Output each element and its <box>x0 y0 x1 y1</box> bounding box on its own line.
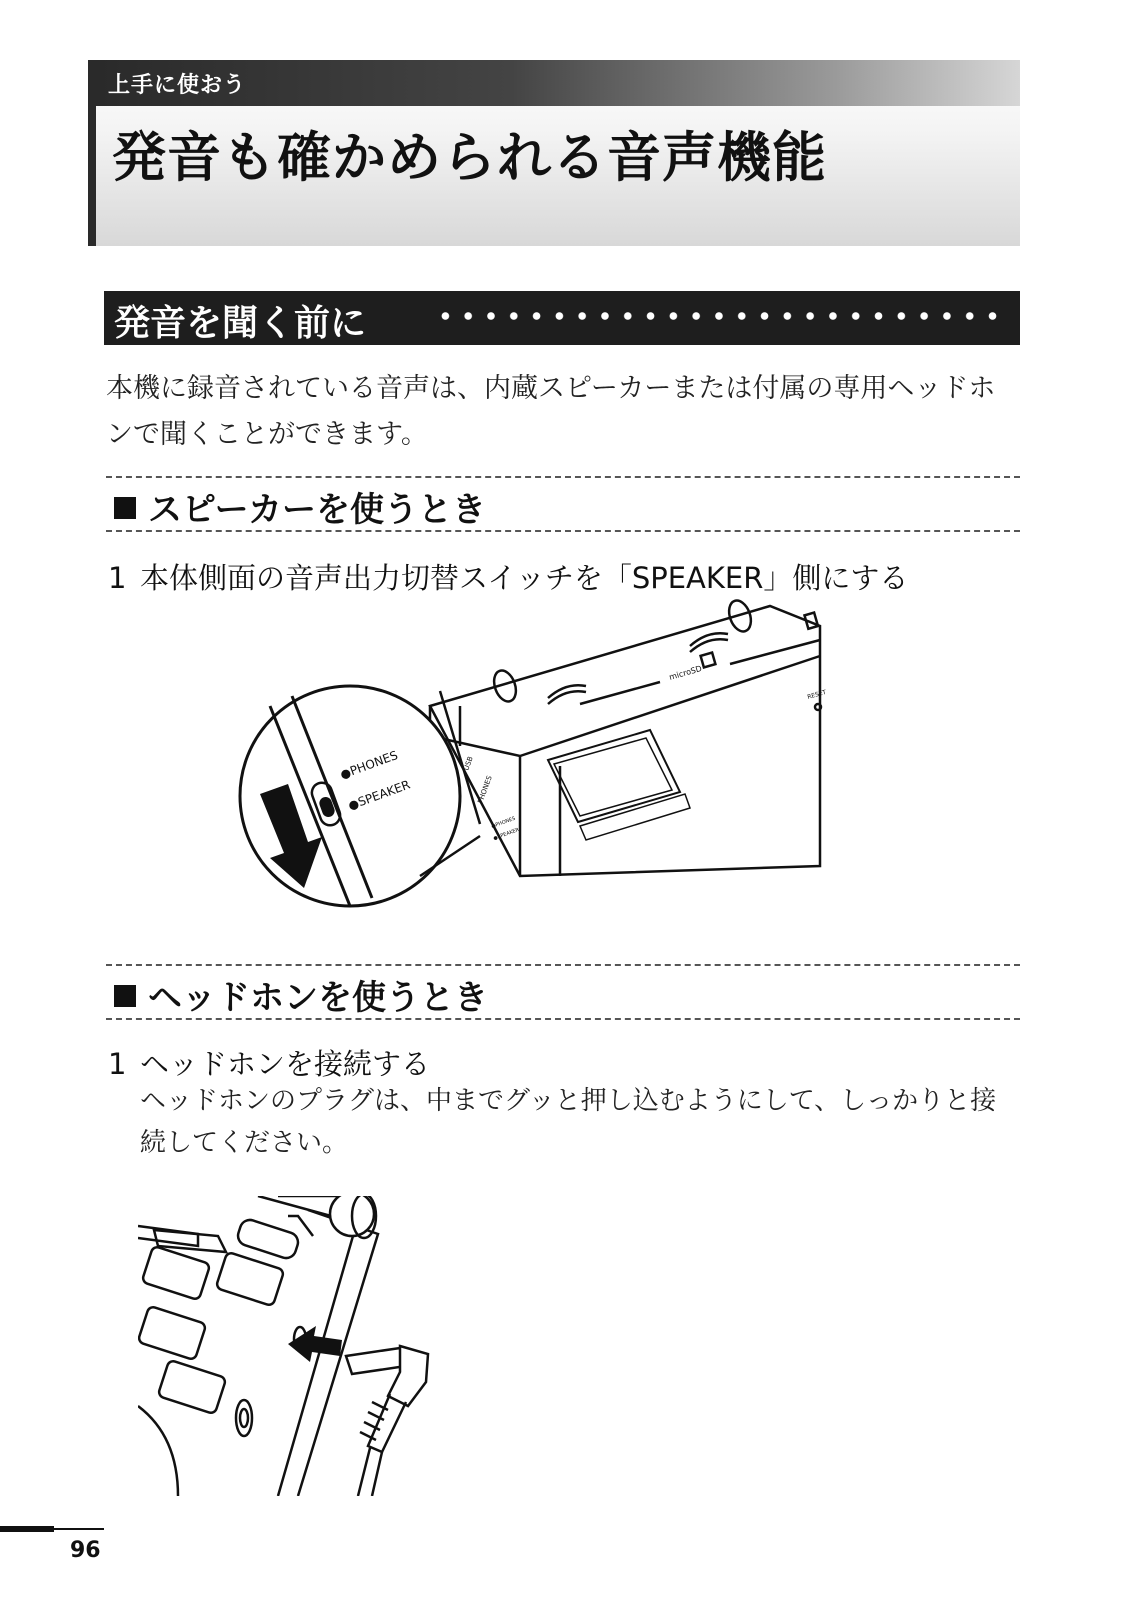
headphone-heading-text: ヘッドホンを使うとき <box>148 978 488 1018</box>
microsd-label: microSD <box>668 663 703 682</box>
phones-label: ●PHONES <box>338 748 400 782</box>
step-text: ヘッドホンを接続する <box>140 1047 431 1081</box>
divider-bottom <box>106 530 1020 532</box>
page-number-rule-thin <box>54 1528 104 1530</box>
chapter-category: 上手に使おう <box>108 73 247 98</box>
section-title: 発音を聞く前に <box>114 303 367 344</box>
section-heading-bar <box>104 291 1020 345</box>
phones-port-label: PHONES <box>476 774 494 805</box>
square-bullet-icon <box>114 985 136 1007</box>
chapter-header-bar <box>96 60 1020 106</box>
step-text: 本体側面の音声出力切替スイッチを「SPEAKER」側にする <box>140 561 909 595</box>
square-bullet-icon <box>114 497 136 519</box>
headphone-plug-illustration <box>138 1196 448 1496</box>
small-phones-label: ●PHONES <box>490 815 517 830</box>
section-dots-decoration <box>434 309 1004 323</box>
step-number: 1 <box>108 1047 127 1081</box>
headphone-heading <box>114 970 488 1019</box>
speaker-label: ●SPEAKER <box>346 777 413 813</box>
chapter-header <box>88 60 1020 246</box>
divider-bottom <box>106 1018 1020 1020</box>
speaker-heading-text: スピーカーを使うとき <box>148 490 486 530</box>
page-number: 96 <box>70 1538 101 1563</box>
speaker-switch-illustration <box>230 596 850 916</box>
headphone-step <box>108 1042 430 1083</box>
speaker-step <box>108 556 908 597</box>
speaker-heading <box>114 482 486 531</box>
headphone-step-description: ヘッドホンのプラグは、中までグッと押し込むようにして、しっかりと接続してください。 <box>140 1086 997 1158</box>
usb-label: USB <box>462 755 475 772</box>
step-number: 1 <box>108 561 127 595</box>
reset-label: RESET <box>806 688 828 701</box>
divider-top <box>106 476 1020 478</box>
small-speaker-label: ●SPEAKER <box>492 826 521 842</box>
intro-paragraph: 本機に録音されている音声は、内蔵スピーカーまたは付属の専用ヘッドホンで聞くことができます。 <box>106 373 996 450</box>
page-number-rule <box>0 1526 54 1532</box>
divider-top <box>106 964 1020 966</box>
page-title: 発音も確かめられる音声機能 <box>112 126 827 189</box>
